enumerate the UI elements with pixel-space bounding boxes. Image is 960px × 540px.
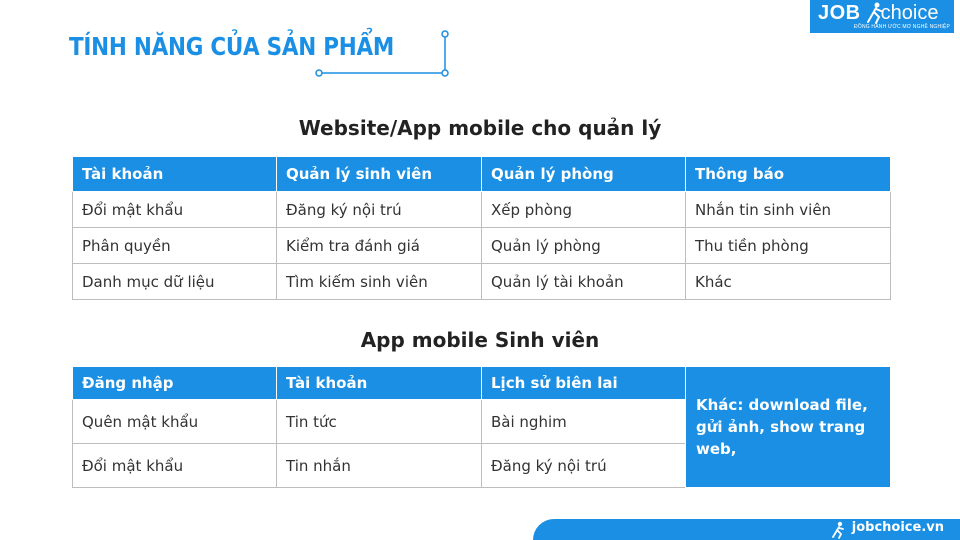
manager-features-table — [72, 156, 891, 300]
table-cell: Bài nghim — [482, 400, 686, 444]
other-features-note: Khác: download file, gửi ảnh, show trang web, — [686, 367, 891, 488]
decorative-connector — [300, 26, 460, 82]
table-cell: Nhắn tin sinh viên — [686, 192, 891, 228]
table-cell: Đổi mật khẩu — [73, 192, 277, 228]
table-cell: Tin tức — [277, 400, 482, 444]
table-cell: Danh mục dữ liệu — [73, 264, 277, 300]
logo-name-light: choice — [880, 2, 939, 24]
table-header: Thông báo — [686, 157, 891, 192]
table-header: Lịch sử biên lai — [482, 367, 686, 400]
table-cell: Xếp phòng — [482, 192, 686, 228]
table-header: Đăng nhập — [73, 367, 277, 400]
table-cell: Tìm kiếm sinh viên — [277, 264, 482, 300]
footer-url[interactable]: jobchoice.vn — [851, 520, 944, 535]
table-cell: Quản lý phòng — [482, 228, 686, 264]
table-cell: Đăng ký nội trú — [482, 444, 686, 488]
table-header: Quản lý sinh viên — [277, 157, 482, 192]
table-cell: Quên mật khẩu — [73, 400, 277, 444]
runner-icon — [867, 2, 883, 24]
table-row — [73, 264, 891, 300]
runner-icon — [831, 521, 845, 539]
table-cell: Thu tiền phòng — [686, 228, 891, 264]
table-header-row — [73, 157, 891, 192]
table-header: Quản lý phòng — [482, 157, 686, 192]
table-header: Tài khoản — [277, 367, 482, 400]
section1-title: Website/App mobile cho quản lý — [298, 116, 662, 140]
table-cell: Kiểm tra đánh giá — [277, 228, 482, 264]
table-header: Tài khoản — [73, 157, 277, 192]
table-cell: Phân quyền — [73, 228, 277, 264]
page-title: TÍNH NĂNG CỦA SẢN PHẨM — [69, 32, 394, 61]
table-cell: Đổi mật khẩu — [73, 444, 277, 488]
section2-title: App mobile Sinh viên — [360, 328, 600, 352]
table-row — [73, 192, 891, 228]
jobchoice-logo — [810, 0, 954, 33]
table-cell: Đăng ký nội trú — [277, 192, 482, 228]
table-cell: Quản lý tài khoản — [482, 264, 686, 300]
table-row — [73, 228, 891, 264]
logo-tagline: ĐỒNG HÀNH ƯỚC MƠ NGHỀ NGHIỆP — [854, 24, 950, 30]
logo-name-bold: JOB — [818, 2, 861, 24]
table-header-row — [73, 367, 891, 400]
table-cell: Tin nhắn — [277, 444, 482, 488]
student-features-table — [72, 366, 891, 488]
table-cell: Khác — [686, 264, 891, 300]
footer-bar — [533, 519, 960, 540]
